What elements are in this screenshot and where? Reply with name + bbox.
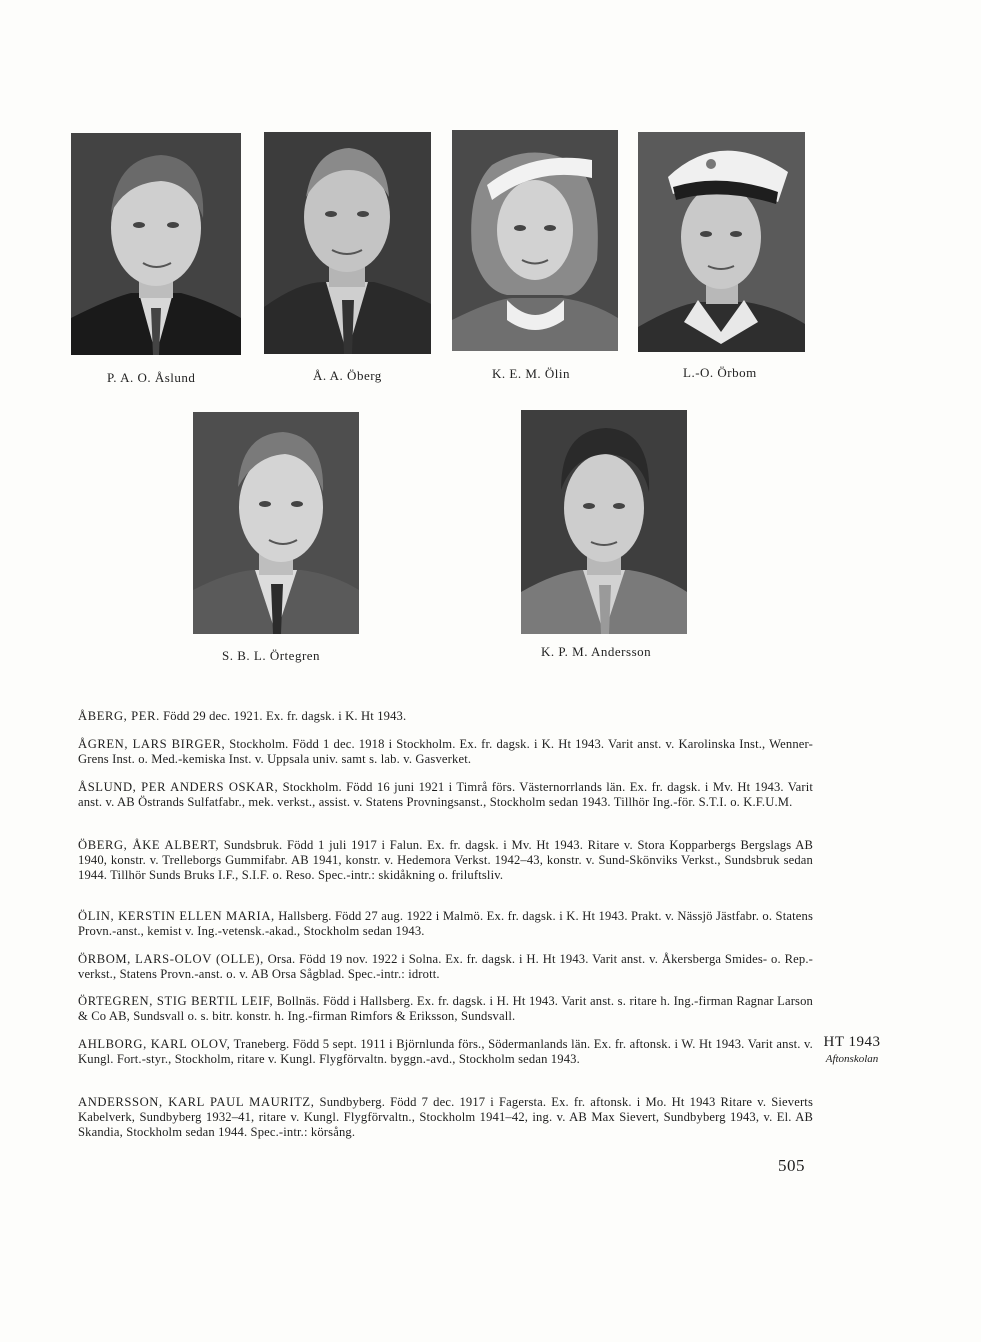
portrait-photo-oberg xyxy=(264,132,431,354)
bio-entry xyxy=(78,1095,813,1140)
portrait-photo-ortegren xyxy=(193,412,359,634)
bio-name: ÖLIN, KERSTIN ELLEN MARIA, xyxy=(78,909,275,923)
bio-text: Hallsberg. Född 27 aug. 1922 i Malmö. Ex. fr. dagsk. i K. Ht 1943. Prakt. v. Nässjö Jästfabr. o. Statens Provn.-anst., kemist v. Ing.-vetensk.-akad., Stockholm sedan 1943. xyxy=(78,909,813,938)
portrait-young-man-suit-icon xyxy=(71,133,241,355)
portrait-young-man-student-cap-icon xyxy=(638,132,805,352)
bio-name: ÖRBOM, LARS-OLOV (OLLE), xyxy=(78,952,264,966)
portrait-caption: L.-O. Örbom xyxy=(683,365,757,380)
page-number: 505 xyxy=(778,1156,805,1175)
portrait-caption: K. P. M. Andersson xyxy=(541,644,652,659)
bio-name: ÅGREN, LARS BIRGER, xyxy=(78,737,226,751)
bio-entry xyxy=(78,994,813,1024)
bio-name: ÅSLUND, PER ANDERS OSKAR, xyxy=(78,780,279,794)
portrait-photo-aslund xyxy=(71,133,241,355)
portrait-man-suit-icon xyxy=(264,132,431,354)
portrait-young-woman-student-cap-icon xyxy=(452,130,618,351)
portrait-caption: Å. A. Öberg xyxy=(313,368,382,383)
bio-name: ÖRTEGREN, STIG BERTIL LEIF, xyxy=(78,994,274,1008)
section-margin-marker xyxy=(818,1034,886,1065)
portrait-caption: S. B. L. Örtegren xyxy=(222,648,321,663)
bio-name: ÅBERG, PER. xyxy=(78,709,160,723)
bio-entry xyxy=(78,780,813,810)
bio-text: Sundbyberg. Född 7 dec. 1917 i Fagersta. Ex. fr. aftonsk. i Mo. Ht 1943 Ritare v. Sieverts Kabelverk, Sundbyberg 1932–41, ritare v. Kungl. Flygförvaltn., Stockholm 1941–42, ing. v. AB Max Sievert, Sundbyberg 1943, v. El. AB Skandia, Stockholm sedan 1944. Spec.-intr.: körsång. xyxy=(78,1095,813,1139)
bio-text: Sundsbruk. Född 1 juli 1917 i Falun. Ex. fr. dagsk. i Mv. Ht 1943. Ritare v. Stora Kopparbergs Bergslags AB 1940, konstr. v. Trelleborgs Gummifabr. AB 1941, konstr. v. Hedemora Verkst. 1942–43, konstr. v. Sund-Skönviks Verkst., Sundsbruk sedan 1944. Tillhör Sunds Bruks I.F., S.I.F. o. Reso. Spec.-intr.: skidåkning o. friluftsliv. xyxy=(78,838,814,882)
portrait-photo-orbom xyxy=(638,132,805,352)
bio-text: Orsa. Född 19 nov. 1922 i Solna. Ex. fr. dagsk. i H. Ht 1943. Varit anst. v. Åkersberga Smides- o. Rep.-verkst., Statens Provn.-anst. o. v. AB Orsa Sågblad. Spec.-intr.: idrott. xyxy=(78,952,813,981)
portrait-caption: K. E. M. Ölin xyxy=(492,366,570,381)
bio-entry xyxy=(78,952,813,982)
bio-text: Stockholm. Född 16 juni 1921 i Timrå förs. Västernorrlands län. Ex. fr. dagsk. i Mv. Ht 1943. Varit anst. v. AB Östrands Sulfatfabr., mek. verkst., assist. v. Statens Provningsanst., Stockholm sedan 1943. Tillhör Ing.-för. S.T.I. o. K.F.U.M. xyxy=(78,780,814,809)
bio-entry xyxy=(78,838,813,883)
portrait-caption: P. A. O. Åslund xyxy=(107,370,196,385)
portrait-young-man-suit-icon xyxy=(193,412,359,634)
bio-text: Traneberg. Född 5 sept. 1911 i Björnlunda förs., Södermanlands län. Ex. fr. aftonsk. i W. Ht 1943. Varit anst. v. Kungl. Fort.-styr., Stockholm, ritare v. Kungl. Flygförvaltn. byggn.-avd., Stockholm sedan 1943. xyxy=(78,1037,813,1066)
bio-entry xyxy=(78,909,813,939)
bio-text: Född 29 dec. 1921. Ex. fr. dagsk. i K. Ht 1943. xyxy=(159,709,407,723)
school-label: Aftonskolan xyxy=(825,1053,879,1065)
bio-text: Stockholm. Född 1 dec. 1918 i Stockholm. Ex. fr. dagsk. i K. Ht 1943. Varit anst. v. Karolinska Inst., Wenner-Grens Inst. o. Med.-kemiska Inst. v. Uppsala univ. samt s. lab. v. Gasverket. xyxy=(78,737,813,766)
portrait-photo-andersson xyxy=(521,410,687,634)
bio-name: AHLBORG, KARL OLOV, xyxy=(78,1037,231,1051)
portrait-young-man-suit-icon xyxy=(521,410,687,634)
bio-name: ÖBERG, ÅKE ALBERT, xyxy=(78,838,220,852)
bio-name: ANDERSSON, KARL PAUL MAURITZ, xyxy=(78,1095,315,1109)
bio-entry xyxy=(78,1037,813,1067)
term-label: HT 1943 xyxy=(823,1034,881,1050)
bio-entry xyxy=(78,709,813,724)
portrait-photo-olin xyxy=(452,130,618,351)
bio-text: Bollnäs. Född i Hallsberg. Ex. fr. dagsk. i H. Ht 1943. Varit anst. s. ritare h. Ing.-firman Ragnar Larson & Co AB, Sundsvall o. s. bitr. konstr. h. Ing.-firman Rimfors & Eriksson, Sundsvall. xyxy=(78,994,813,1023)
bio-entry xyxy=(78,737,813,767)
